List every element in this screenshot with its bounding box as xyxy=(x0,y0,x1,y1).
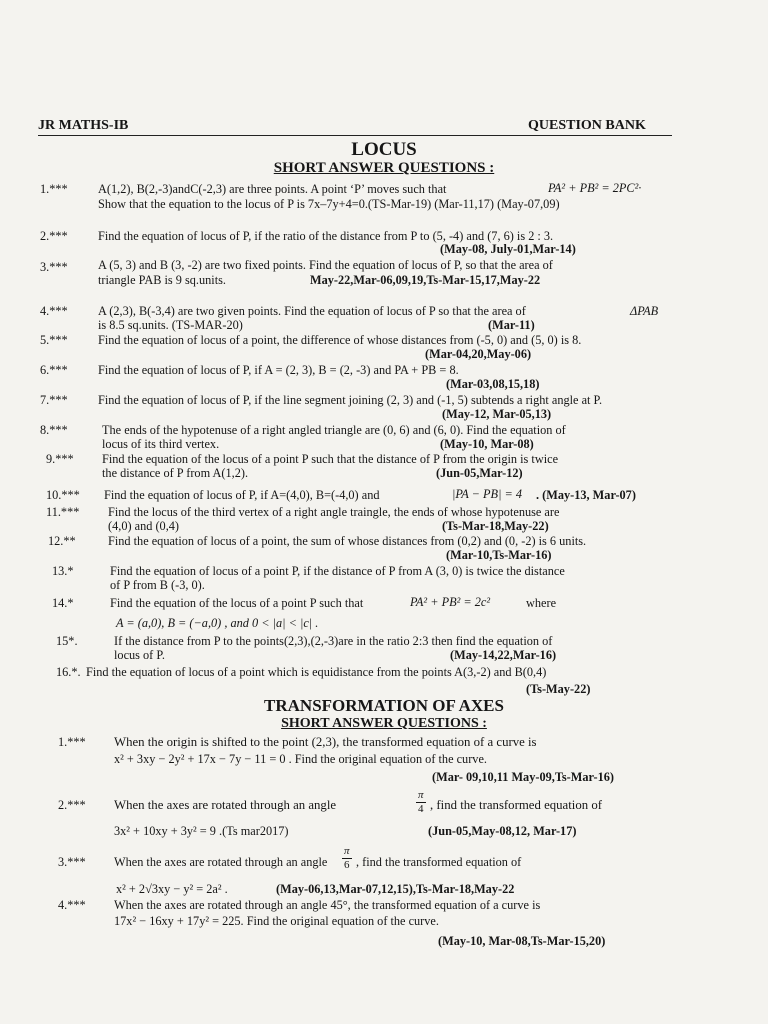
section-title-transformation: TRANSFORMATION OF AXES xyxy=(264,696,504,715)
question-number: 1.*** xyxy=(58,735,86,749)
question-text: Find the locus of the third vertex of a right angle traingle, the ends of whose hypotenuse are xyxy=(108,505,560,519)
question-text: When the axes are rotated through an angle 45°, the transformed equation of a curve is xyxy=(114,898,541,912)
question-reference: (May-12, Mar-05,13) xyxy=(442,407,552,421)
question-text-b: , find the transformed equation of xyxy=(430,798,602,812)
question-text-2: locus of its third vertex. xyxy=(102,437,220,451)
question-text: Find the equation of locus of P, if A=(4,0), B=(-4,0) and xyxy=(104,488,380,502)
question-math: PA² + PB² = 2PC²· xyxy=(548,181,642,195)
question-text-2: locus of P. xyxy=(114,648,165,662)
question-text: When the axes are rotated through an angle xyxy=(114,855,328,869)
question-reference: (May-14,22,Mar-16) xyxy=(450,648,557,662)
question-number: 4.*** xyxy=(40,304,68,318)
question-reference: (Ts-May-22) xyxy=(526,682,591,696)
question-number: 12.** xyxy=(48,534,76,548)
question-number: 14.* xyxy=(52,596,74,610)
question-text-b: where xyxy=(526,596,557,610)
question-text-2: x² + 2√3xy − y² = 2a² . xyxy=(116,882,228,896)
question-reference: (May-10, Mar-08) xyxy=(440,437,534,451)
question-number: 9.*** xyxy=(46,452,74,466)
question-reference: May-22,Mar-06,09,19,Ts-Mar-15,17,May-22 xyxy=(310,273,541,287)
fraction-numerator: π xyxy=(344,845,350,857)
question-text-2: Show that the equation to the locus of P is 7x–7y+4=0.(TS-Mar-19) (Mar-11,17) (May-07,09) xyxy=(98,197,560,211)
question-reference: (May-06,13,Mar-07,12,15),Ts-Mar-18,May-22 xyxy=(276,882,515,896)
header-rule xyxy=(38,135,672,136)
question-text: Find the equation of locus of a point, the sum of whose distances from (0,2) and (0, -2) is 6 units. xyxy=(108,534,587,548)
question-text: Find the equation of locus of P, if the line segment joining (2, 3) and (-1, 5) subtends a right angle at P. xyxy=(98,393,603,407)
question-text: If the distance from P to the points(2,3),(2,-3)are in the ratio 2:3 then find the equation of xyxy=(114,634,553,648)
question-text-2: the distance of P from A(1,2). xyxy=(102,466,249,480)
question-number: 5.*** xyxy=(40,333,68,347)
question-math: |PA − PB| = 4 xyxy=(452,487,523,501)
question-number: 2.*** xyxy=(40,229,68,243)
question-math-2: A = (a,0), B = (−a,0) , and 0 < |a| < |c| . xyxy=(116,616,319,630)
fraction-numerator: π xyxy=(418,789,424,801)
fraction-denominator: 6 xyxy=(344,859,350,871)
question-text-2: 3x² + 10xy + 3y² = 9 .(Ts mar2017) xyxy=(114,824,289,838)
question-text-2: 17x² − 16xy + 17y² = 225. Find the original equation of the curve. xyxy=(114,914,439,928)
question-text: When the origin is shifted to the point (2,3), the transformed equation of a curve is xyxy=(114,735,537,749)
question-math: PA² + PB² = 2c² xyxy=(410,595,491,609)
question-reference: (Mar- 09,10,11 May-09,Ts-Mar-16) xyxy=(432,770,615,784)
question-reference: (Mar-03,08,15,18) xyxy=(446,377,540,391)
question-number: 16.*. xyxy=(56,665,81,679)
question-reference: (Mar-10,Ts-Mar-16) xyxy=(446,548,552,562)
question-reference: (Mar-04,20,May-06) xyxy=(425,347,532,361)
question-number: 15*. xyxy=(56,634,78,648)
question-number: 7.*** xyxy=(40,393,68,407)
header-left: JR MATHS-IB xyxy=(38,118,129,133)
question-number: 1.*** xyxy=(40,182,68,196)
question-text: Find the equation of locus of a point P, if the distance of P from A (3, 0) is twice the distance xyxy=(110,564,565,578)
question-reference: (May-10, Mar-08,Ts-Mar-15,20) xyxy=(438,934,606,948)
question-text: A (5, 3) and B (3, -2) are two fixed points. Find the equation of locus of P, so that the area of xyxy=(98,258,553,272)
question-text: A(1,2), B(2,-3)andC(-2,3) are three points. A point ‘P’ moves such that xyxy=(98,182,447,196)
question-text-2: (4,0) and (0,4) xyxy=(108,519,180,533)
question-number: 11.*** xyxy=(46,505,80,519)
question-reference: . (May-13, Mar-07) xyxy=(536,488,636,502)
question-reference: (Mar-11) xyxy=(488,318,535,332)
question-text-2: is 8.5 sq.units. (TS-MAR-20) xyxy=(98,318,243,332)
question-text-2: triangle PAB is 9 sq.units. xyxy=(98,273,226,287)
question-number: 2.*** xyxy=(58,798,86,812)
question-math: ΔPAB xyxy=(630,304,659,318)
question-reference: (Ts-Mar-18,May-22) xyxy=(442,519,549,533)
question-reference: (Jun-05,Mar-12) xyxy=(436,466,523,480)
section-title-locus: LOCUS xyxy=(351,139,417,160)
question-reference: (Jun-05,May-08,12, Mar-17) xyxy=(428,824,577,838)
question-text: Find the equation of locus of P, if the ratio of the distance from P to (5, -4) and (7, 6) is 2 : 3. xyxy=(98,229,554,243)
question-number: 10.*** xyxy=(46,488,80,502)
question-text: The ends of the hypotenuse of a right angled triangle are (0, 6) and (6, 0). Find the equation of xyxy=(102,423,566,437)
question-number: 3.*** xyxy=(40,260,68,274)
question-number: 3.*** xyxy=(58,855,86,869)
section-subtitle-transformation: SHORT ANSWER QUESTIONS : xyxy=(281,716,487,731)
question-number: 6.*** xyxy=(40,363,68,377)
header-right: QUESTION BANK xyxy=(528,118,646,133)
question-text: Find the equation of locus of a point which is equidistance from the points A(3,-2) and B(0,4) xyxy=(86,665,547,679)
question-text: Find the equation of the locus of a point P such that xyxy=(110,596,364,610)
question-text-b: , find the transformed equation of xyxy=(356,855,522,869)
question-text-2: of P from B (-3, 0). xyxy=(110,578,205,592)
question-number: 8.*** xyxy=(40,423,68,437)
question-text: Find the equation of the locus of a point P such that the distance of P from the origin is twice xyxy=(102,452,559,466)
question-number: 4.*** xyxy=(58,898,86,912)
fraction-denominator: 4 xyxy=(418,803,424,815)
question-text: When the axes are rotated through an angle xyxy=(114,798,337,812)
question-text: Find the equation of locus of P, if A = (2, 3), B = (2, -3) and PA + PB = 8. xyxy=(98,363,459,377)
question-text: A (2,3), B(-3,4) are two given points. Find the equation of locus of P so that the area of xyxy=(98,304,526,318)
section-subtitle-locus: SHORT ANSWER QUESTIONS : xyxy=(273,160,495,176)
question-reference: (May-08, July-01,Mar-14) xyxy=(440,242,576,256)
question-text: Find the equation of locus of a point, the difference of whose distances from (-5, 0) and (5, 0) is 8. xyxy=(98,333,582,347)
question-number: 13.* xyxy=(52,564,74,578)
question-text-2: x² + 3xy − 2y² + 17x − 7y − 11 = 0 . Find the original equation of the curve. xyxy=(114,752,487,766)
